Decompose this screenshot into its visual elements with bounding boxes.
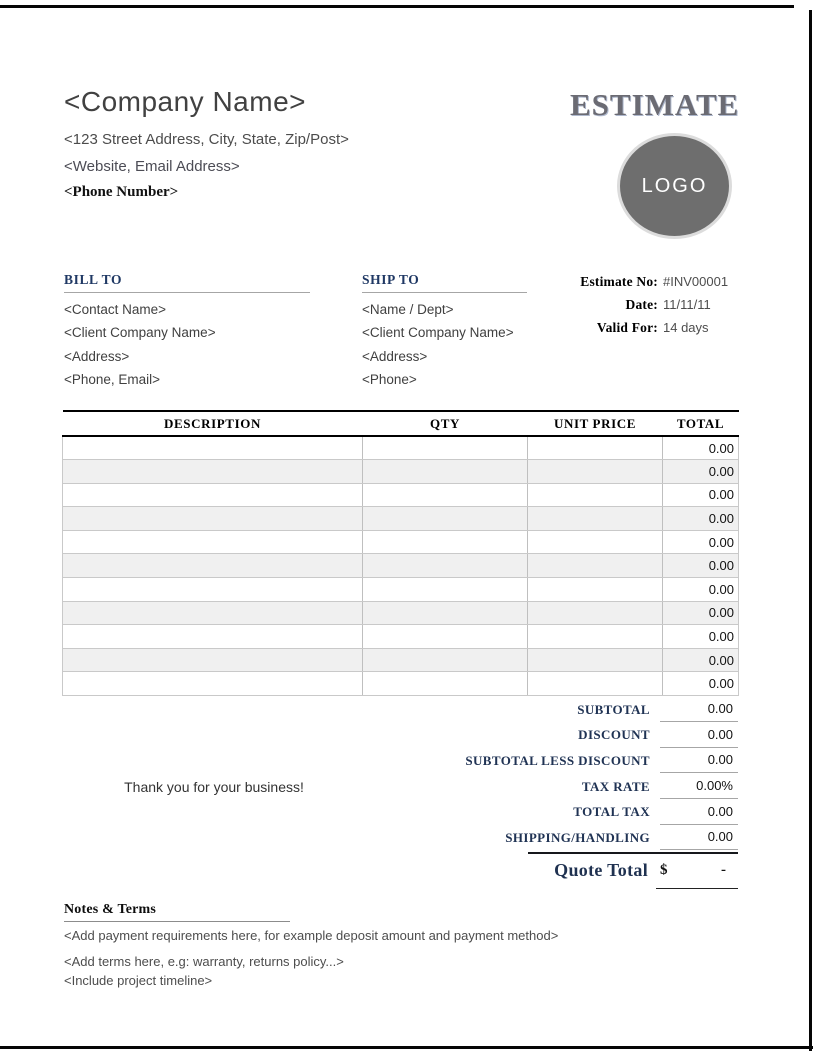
- total-tax-row: [62, 799, 738, 825]
- notes-project-timeline-line[interactable]: <Include project timeline>: [64, 973, 213, 988]
- notes-terms-line[interactable]: <Add terms here, e.g: warranty, returns policy...>: [64, 954, 344, 969]
- cell-description[interactable]: [63, 483, 363, 507]
- total-tax-label: TOTAL TAX: [573, 804, 650, 820]
- shipping-handling-row: [62, 825, 738, 851]
- cell-qty[interactable]: [363, 483, 528, 507]
- company-phone[interactable]: <Phone Number>: [64, 184, 179, 200]
- table-row: [63, 672, 739, 696]
- subtotal-less-discount-value: 0.00: [660, 748, 738, 773]
- cell-total[interactable]: 0.00: [663, 460, 739, 484]
- table-row: [63, 554, 739, 578]
- cell-unit-price[interactable]: [528, 601, 663, 625]
- ship-to-company-name[interactable]: <Client Company Name>: [362, 325, 514, 340]
- cell-total[interactable]: 0.00: [663, 625, 739, 649]
- table-row: [63, 436, 739, 460]
- discount-value[interactable]: 0.00: [660, 723, 738, 748]
- cell-qty[interactable]: [363, 460, 528, 484]
- quote-total-label: Quote Total: [554, 859, 648, 880]
- cell-total[interactable]: 0.00: [663, 672, 739, 696]
- cell-qty[interactable]: [363, 554, 528, 578]
- document-title: ESTIMATE: [570, 87, 740, 122]
- table-row: [63, 530, 739, 554]
- cell-description[interactable]: [63, 601, 363, 625]
- header-description: DESCRIPTION: [63, 411, 363, 436]
- cell-total[interactable]: 0.00: [663, 578, 739, 602]
- discount-row: [62, 723, 738, 749]
- cell-description[interactable]: [63, 530, 363, 554]
- cell-unit-price[interactable]: [528, 460, 663, 484]
- cell-qty[interactable]: [363, 648, 528, 672]
- logo-placeholder-text: LOGO: [641, 174, 708, 197]
- page-border-bottom: [0, 1046, 813, 1049]
- cell-unit-price[interactable]: [528, 436, 663, 460]
- ship-to-name-dept[interactable]: <Name / Dept>: [362, 301, 454, 317]
- bill-to-phone-email[interactable]: <Phone, Email>: [64, 372, 161, 387]
- header-total: TOTAL: [663, 411, 739, 436]
- cell-qty[interactable]: [363, 672, 528, 696]
- cell-description[interactable]: [63, 672, 363, 696]
- tax-rate-value[interactable]: 0.00%: [660, 774, 738, 799]
- estimate-number-row: [498, 273, 758, 291]
- cell-unit-price[interactable]: [528, 554, 663, 578]
- cell-qty[interactable]: [363, 601, 528, 625]
- cell-description[interactable]: [63, 436, 363, 460]
- quote-total-row: [62, 860, 738, 881]
- company-header: [64, 86, 349, 201]
- bill-to-address[interactable]: <Address>: [64, 348, 130, 364]
- subtotal-label: SUBTOTAL: [577, 701, 650, 717]
- cell-qty[interactable]: [363, 507, 528, 531]
- table-row: [63, 648, 739, 672]
- cell-unit-price[interactable]: [528, 625, 663, 649]
- quote-total-underline: [656, 888, 738, 890]
- cell-total[interactable]: 0.00: [663, 648, 739, 672]
- cell-unit-price[interactable]: [528, 483, 663, 507]
- valid-for-value[interactable]: 14 days: [663, 320, 709, 335]
- table-row: [63, 601, 739, 625]
- notes-terms-heading: Notes & Terms: [64, 902, 290, 922]
- valid-for-label: Valid For:: [596, 320, 658, 335]
- company-website[interactable]: <Website, Email Address>: [64, 158, 240, 175]
- quote-total-amount: -: [721, 861, 726, 878]
- cell-qty[interactable]: [363, 578, 528, 602]
- subtotal-row: [62, 697, 738, 723]
- page-border-right: [809, 10, 812, 1051]
- shipping-handling-value[interactable]: 0.00: [660, 825, 738, 850]
- company-logo[interactable]: [617, 133, 732, 239]
- bill-to-heading: BILL TO: [64, 272, 310, 293]
- cell-total[interactable]: 0.00: [663, 530, 739, 554]
- table-row: [63, 625, 739, 649]
- estimate-date-row: [498, 296, 758, 314]
- company-name[interactable]: <Company Name>: [64, 86, 307, 117]
- table-row: [63, 460, 739, 484]
- cell-description[interactable]: [63, 648, 363, 672]
- table-row: [63, 483, 739, 507]
- table-row: [63, 578, 739, 602]
- bill-to-section: [64, 272, 310, 387]
- header-unit-price: UNIT PRICE: [528, 411, 663, 436]
- line-items-table: [62, 410, 739, 696]
- quote-total-separator-line: [528, 852, 738, 854]
- total-tax-value: 0.00: [660, 800, 738, 825]
- cell-qty[interactable]: [363, 530, 528, 554]
- shipping-handling-label: SHIPPING/HANDLING: [505, 829, 650, 845]
- cell-total[interactable]: 0.00: [663, 507, 739, 531]
- ship-to-phone[interactable]: <Phone>: [362, 372, 417, 387]
- estimate-date-value[interactable]: 11/11/11: [663, 297, 711, 312]
- thank-you-note: Thank you for your business!: [124, 779, 304, 795]
- page-border-top: [0, 5, 794, 8]
- cell-qty[interactable]: [363, 625, 528, 649]
- cell-total[interactable]: 0.00: [663, 554, 739, 578]
- bill-to-contact-name[interactable]: <Contact Name>: [64, 301, 167, 317]
- bill-to-company-name[interactable]: <Client Company Name>: [64, 325, 216, 340]
- cell-total[interactable]: 0.00: [663, 601, 739, 625]
- notes-terms-section: [64, 902, 724, 988]
- cell-description[interactable]: [63, 554, 363, 578]
- notes-payment-requirements-line[interactable]: <Add payment requirements here, for example deposit amount and payment method>: [64, 928, 559, 943]
- cell-qty[interactable]: [363, 436, 528, 460]
- cell-description[interactable]: [63, 578, 363, 602]
- cell-total[interactable]: 0.00: [663, 436, 739, 460]
- cell-unit-price[interactable]: [528, 507, 663, 531]
- tax-rate-label: TAX RATE: [581, 778, 650, 794]
- company-address[interactable]: <123 Street Address, City, State, Zip/Post>: [64, 131, 349, 148]
- subtotal-less-discount-label: SUBTOTAL LESS DISCOUNT: [465, 752, 650, 768]
- cell-unit-price[interactable]: [528, 578, 663, 602]
- cell-description[interactable]: [63, 460, 363, 484]
- cell-description[interactable]: [63, 625, 363, 649]
- ship-to-address[interactable]: <Address>: [362, 348, 428, 364]
- cell-unit-price[interactable]: [528, 530, 663, 554]
- discount-label: DISCOUNT: [578, 727, 650, 743]
- cell-unit-price[interactable]: [528, 672, 663, 696]
- cell-total[interactable]: 0.00: [663, 483, 739, 507]
- valid-for-row: [498, 319, 758, 337]
- subtotal-less-discount-row: [62, 748, 738, 774]
- cell-unit-price[interactable]: [528, 648, 663, 672]
- estimate-date-label: Date:: [625, 297, 658, 312]
- currency-symbol: $: [660, 861, 668, 878]
- estimate-meta: [498, 273, 758, 342]
- header-qty: QTY: [363, 411, 528, 436]
- estimate-number-value[interactable]: #INV00001: [663, 274, 729, 289]
- subtotal-value: 0.00: [660, 697, 738, 722]
- estimate-number-label: Estimate No:: [580, 274, 658, 289]
- cell-description[interactable]: [63, 507, 363, 531]
- table-row: [63, 507, 739, 531]
- quote-total-value: [660, 862, 738, 879]
- ship-to-heading: SHIP TO: [362, 272, 527, 293]
- items-header-row: [63, 411, 739, 436]
